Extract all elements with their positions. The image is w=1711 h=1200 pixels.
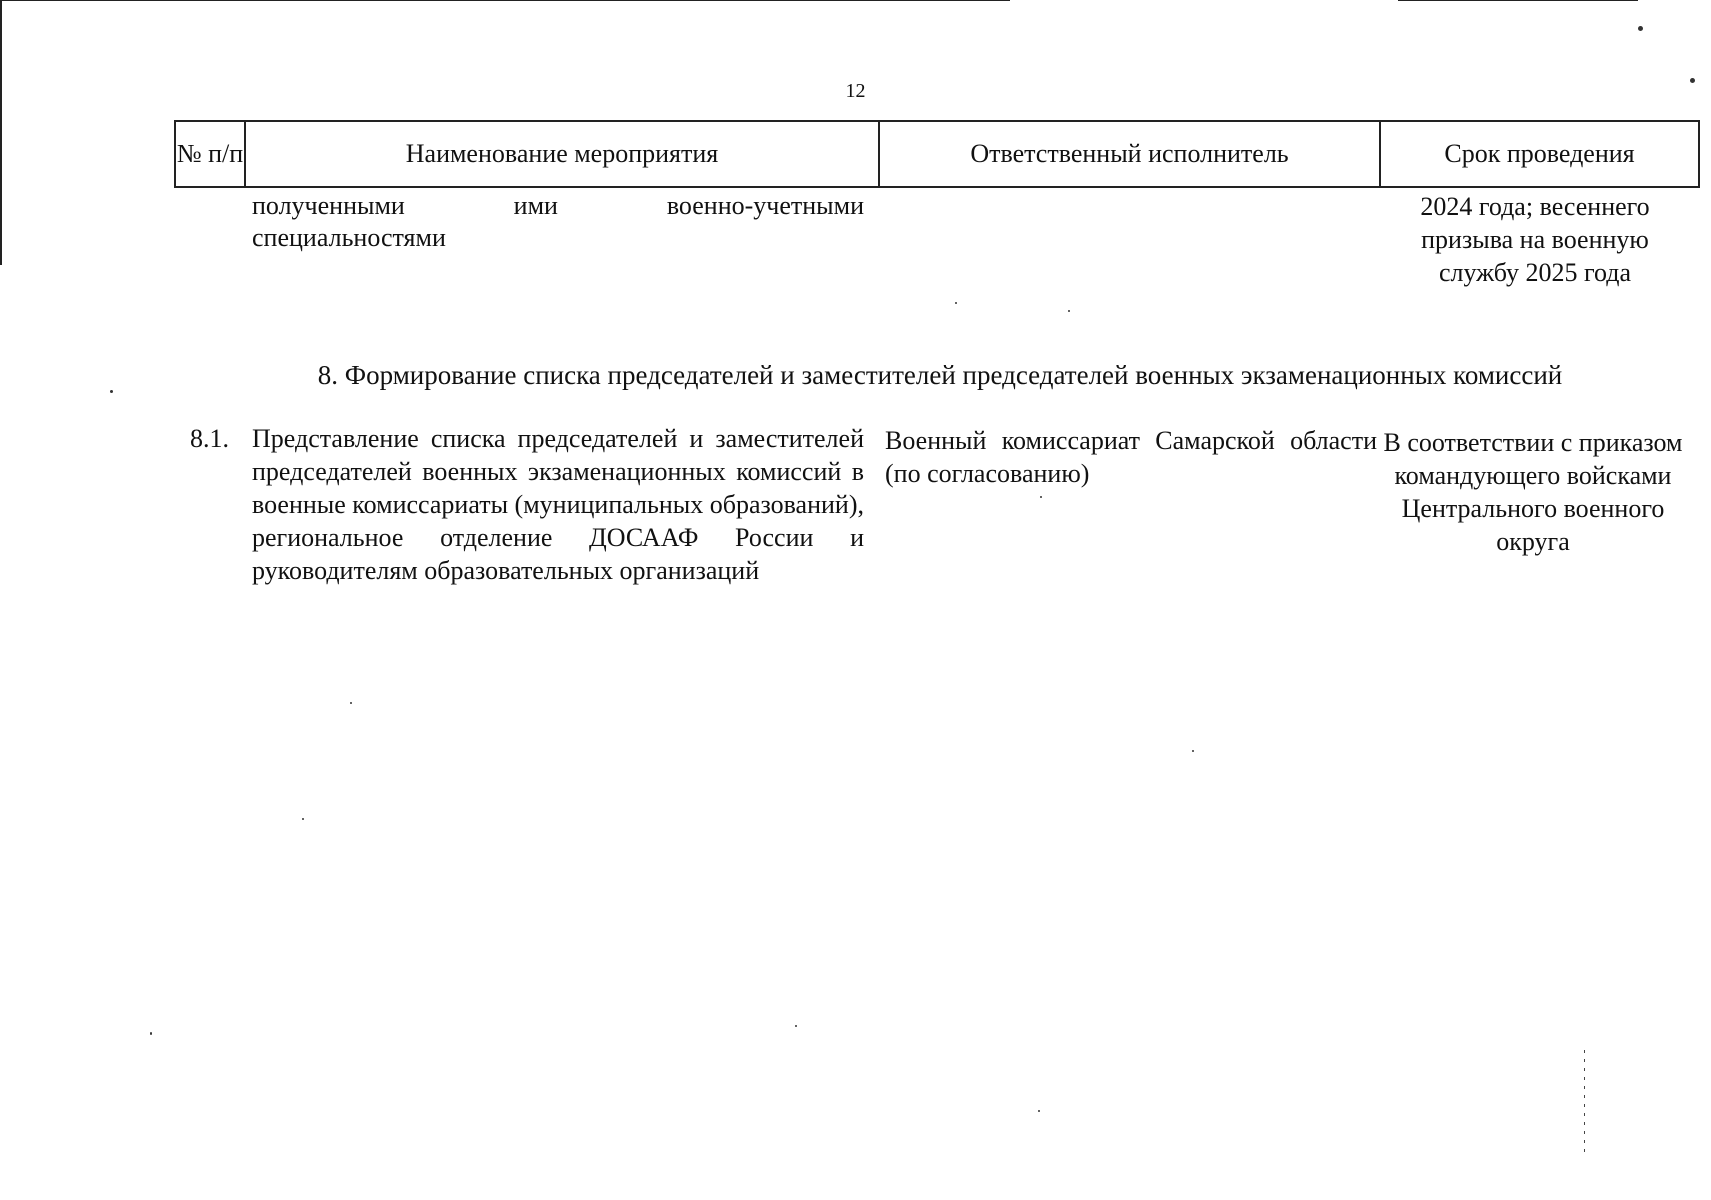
scan-speck xyxy=(302,818,304,820)
scan-speck xyxy=(110,390,113,393)
scan-edge-top-right xyxy=(1398,0,1638,1)
scan-speck xyxy=(150,1032,152,1035)
scan-speck xyxy=(1040,496,1042,498)
scan-speck xyxy=(1068,310,1070,312)
scan-speck xyxy=(1038,1110,1040,1112)
row-activity-name: Представление списка председателей и заместителей председателей военных экзаменационных комиссий в военные комиссариаты (муниципальных образований), региональное отделение ДОСААФ России и руководителям образовательных организаций xyxy=(252,424,864,585)
continued-term: 2024 года; весеннего призыва на военную службу 2025 года xyxy=(1420,192,1650,287)
continued-line: специальностями xyxy=(252,223,446,252)
scan-speck xyxy=(955,302,957,304)
section-title: 8. Формирование списка председателей и заместителей председателей военных экзаменационных комиссий xyxy=(317,360,1563,390)
scan-speck xyxy=(1638,26,1643,31)
header-term: Срок проведения xyxy=(1444,139,1635,168)
continued-line: полученными ими военно-учетными xyxy=(252,191,864,220)
scan-speck xyxy=(350,702,352,704)
table-header xyxy=(174,120,1700,188)
scan-speck xyxy=(795,1025,797,1027)
header-num: № п/п xyxy=(176,122,246,186)
scan-edge-top xyxy=(0,0,1010,1)
scan-dotted-edge xyxy=(1584,1050,1585,1154)
scan-speck xyxy=(1192,750,1194,752)
row-term: В соответствии с приказом командующего войсками Центрального военного округа xyxy=(1383,428,1683,556)
row-number: 8.1. xyxy=(190,424,229,453)
continued-activity-name xyxy=(252,190,864,254)
header-responsible: Ответственный исполнитель xyxy=(880,122,1381,186)
header-name: Наименование мероприятия xyxy=(246,122,880,186)
page-number: 12 xyxy=(845,80,866,102)
scan-edge-left xyxy=(0,0,2,265)
row-responsible: Военный комиссариат Самарской области (по согласованию) xyxy=(885,426,1377,488)
